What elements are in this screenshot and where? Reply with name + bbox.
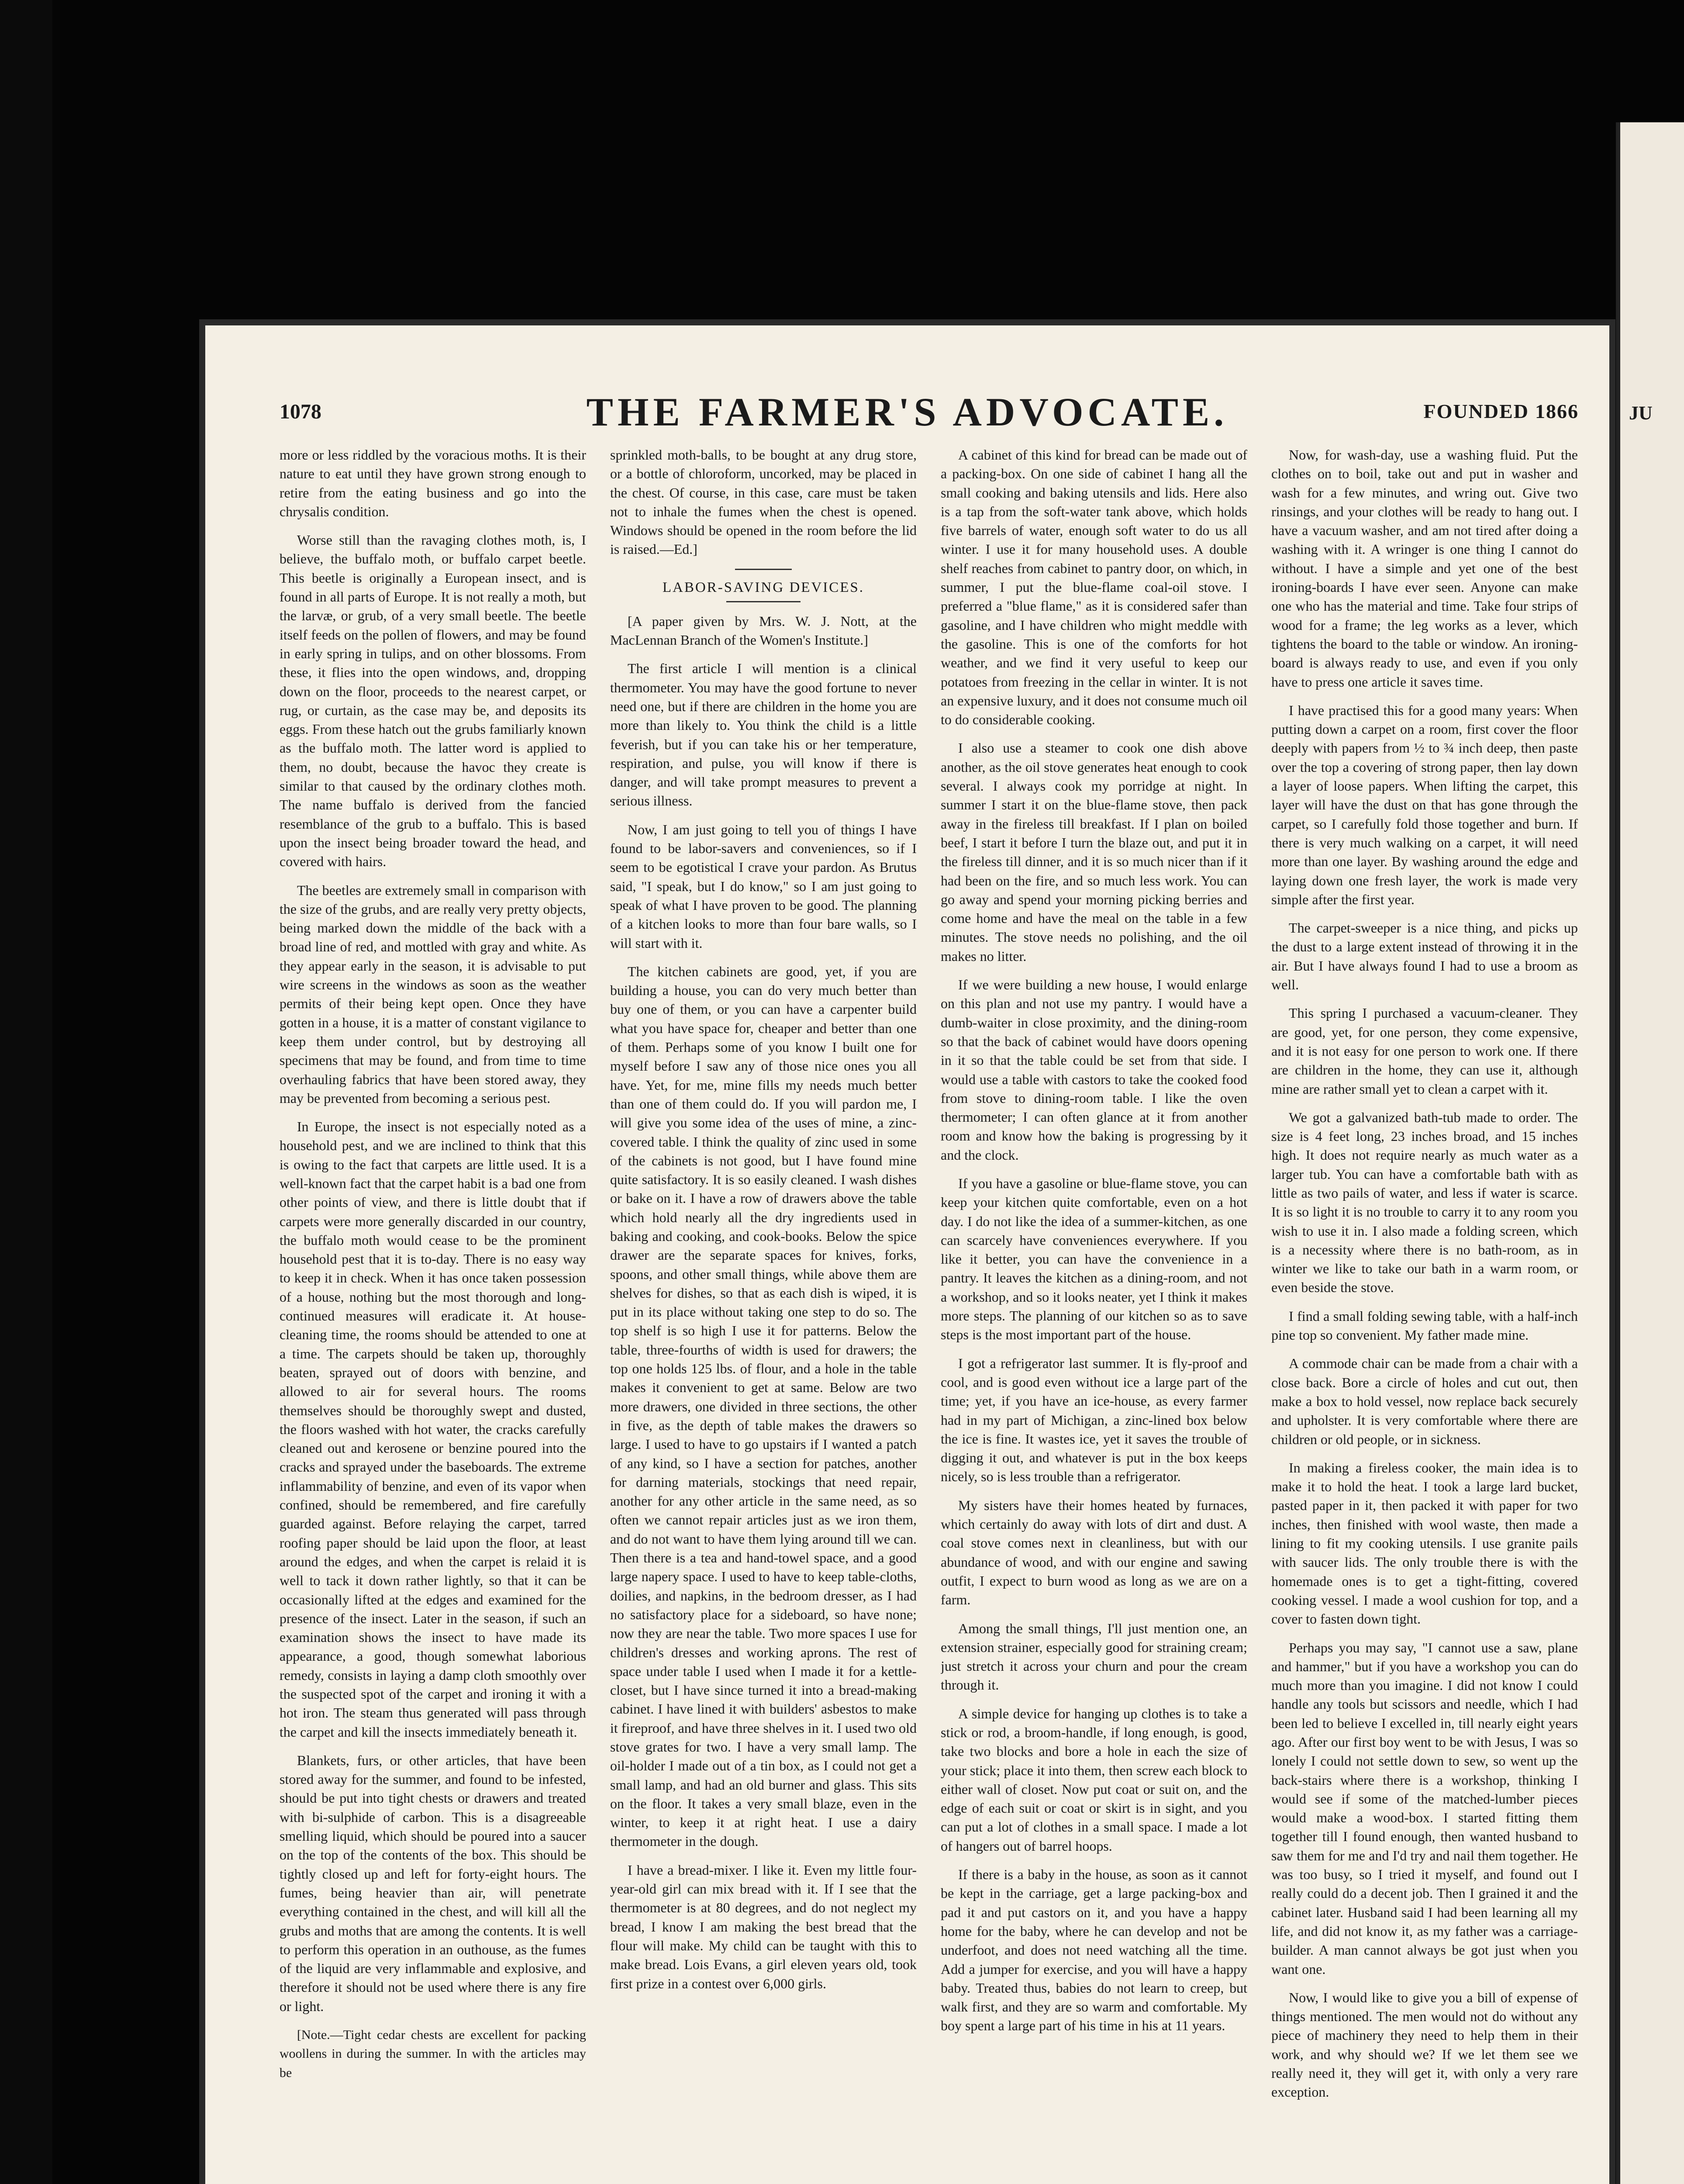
section-divider [735,569,792,570]
paragraph: This spring I purchased a vacuum-cleaner. They are good, yet, for one person, they come expensive, and it is not easy for one person to work one. If there are children in the home, they can use it, although mine are rather small yet to clean a carpet with it. [1271,1005,1578,1097]
page-header [205,325,1609,448]
section-heading: LABOR-SAVING DEVICES. [662,579,865,595]
section-divider [726,601,801,602]
founded-year: 1866 [1535,400,1579,422]
paragraph: We got a galvanized bath-tub made to order. The size is 4 feet long, 23 inches broad, and 15 inches high. It does not require nearly as much water as a larger tub. You can have a comfortable bath with as little as two pails of water, and less if water is scarce. It is so light it is no trouble to carry it to any room you wish to use it in. I also made a folding screen, which is a necessity where there is no bath-room, as in winter we like to take our bath in a warm room, or even beside the stove. [1271,1109,1578,1296]
paragraph: The carpet-sweeper is a nice thing, and picks up the dust to a large extent instead of throwing it in the air. But I have always found I had to use a broom as well. [1271,920,1578,993]
paragraph: If you have a gasoline or blue-flame stove, you can keep your kitchen quite comfortable, even on a hot day. I do not like the idea of a summer-kitchen, as one can scarcely have conveniences everywhere. If you like it better, you can have the convenience in a pantry. It leaves the kitchen as a dining-room, and not a workshop, and so it looks neater, yet I think it makes more steps. The planning of our kitchen so as to save steps is the most important part of the house. [941,1175,1247,1343]
paragraph: Now, for wash-day, use a washing fluid. Put the clothes on to boil, take out and put in washer and wash for a few minutes, and wring out. Give two rinsings, and your clothes will be ready to hang out. I have a vacuum washer, and am not tired after doing a washing with it. A wringer is one thing I cannot do without. I have a simple and yet one of the best ironing-boards I have ever seen. Anyone can make one who has the material and time. Take four strips of wood for a frame; the leg works as a lever, which tightens the board to the table or window. An ironing-board is always ready to use, and even if you only have to press one article it saves time. [1271,447,1578,690]
scan-border [0,0,52,2184]
paragraph: My sisters have their homes heated by furnaces, which certainly do away with lots of dirt and dust. A coal stove comes next in cleanliness, but with our abundance of wood, and with our engine and sawing outfit, I expect to burn wood as long as we are on a farm. [941,1497,1247,1608]
paragraph: Among the small things, I'll just mention one, an extension strainer, especially good for straining cream; just stretch it across your churn and pour the cream through it. [941,1620,1247,1693]
column-1 [280,446,586,2184]
masthead-title: THE FARMER'S ADVOCATE. [586,390,1228,434]
paragraph: Now, I would like to give you a bill of expense of things mentioned. The men would not do without any piece of machinery they need to help them in their work, and why should we? If we let them see we really need it, they will get it, with only a very rare exception. [1271,1989,1578,2100]
paragraph: In making a fireless cooker, the main idea is to make it to hold the heat. I took a large lard bucket, pasted paper in it, then packed it with paper for two inches, then finished with wool waste, then made a lining to fit my cooking utensils. I use granite pails with saucer lids. The only trouble there is with the homemade ones is to get a tight-fitting, covered cooking vessel. I made a wool cushion for top, and a cover to fasten down tight. [1271,1459,1578,1627]
column-2 [610,446,917,2184]
paragraph: A commode chair can be made from a chair with a close back. Bore a circle of holes and cut out, then make a box to hold vessel, now replace back securely and upholster. It is very comfortable where there are children or old people, or in sickness. [1271,1355,1578,1447]
paragraph: I find a small folding sewing table, with a half-inch pine top so convenient. My father made mine. [1271,1308,1578,1343]
paragraph: The beetles are extremely small in comparison with the size of the grubs, and are really very pretty objects, being marked down the middle of the back with a broad line of red, and mottled with gray and white. As they appear early in the season, it is advisable to put wire screens in the windows as soon as the weather permits of their being kept open. Once they have gotten in a house, it is a matter of constant vigilance to keep them under control, but by destroying all specimens that may be found, and from time to time overhauling fabrics that have been stored away, they may be prevented from becoming a serious pest. [280,882,586,1106]
paragraph: If we were building a new house, I would enlarge on this plan and not use my pantry. I would have a dumb-waiter in close proximity, and the dining-room so that the back of cabinet would have doors opening in it so that the table could be set from that side. I would use a table with castors to take the cooked food from stove to dining-room table. I like the oven thermometer; I can often glance at it from another room and know how the baking is progressing by it and the clock. [941,977,1247,1163]
column-4 [1271,446,1578,2184]
paragraph: Blankets, furs, or other articles, that have been stored away for the summer, and found to be infested, should be put into tight chests or drawers and treated with bi-sulphide of carbon. This is a disagreeable smelling liquid, which should be poured into a saucer on the top of the contents of the box. This should be tightly closed up and left for forty-eight hours. The fumes, being heavier than air, will penetrate everything contained in the chest, and will kill all the grubs and moths that are among the contents. It is well to perform this operation in an outhouse, as the fumes of the liquid are very inflammable and explosive, and therefore it should not be used where there is any fire or light. [280,1752,586,2014]
paragraph: Perhaps you may say, "I cannot use a saw, plane and hammer," but if you have a workshop you can do much more than you imagine. I did not know I could handle any tools but scissors and needle, which I had been led to believe I excelled in, till nearly eight years ago. After our first boy went to be with Jesus, I was so lonely I could not settle down to sew, so went up the back-stairs where there is a workshop, thinking I would see if some of the matched-lumber pieces would make a wood-box. I started fitting them together till I found enough, then wanted husband to saw them for me and I'd try and nail them together. He was too busy, so I tried it myself, and found out I really could do a decent job. Then I grained it and the cabinet later. Husband said I had been learning all my life, and did not know it, as my father was a carriage-builder. A man cannot always be got just when you want one. [1271,1639,1578,1977]
founded-line [1424,400,1579,423]
paragraph: Worse still than the ravaging clothes moth, is, I believe, the buffalo moth, or buffalo carpet beetle. This beetle is originally a European insect, and is found in all parts of Europe. It is not really a moth, but the larvæ, or grub, of a very small beetle. The beetle itself feeds on the pollen of flowers, and may be found in early spring in tulips, and on other blossoms. From these, it flies into the open windows, and, dropping down on the floor, proceeds to the nearest carpet, or rug, or curtain, as the case may be, and deposits its eggs. From these hatch out the grubs familiarly known as the buffalo moth. The latter word is applied to them, no doubt, because the havoc they create is similar to that caused by the ordinary clothes moth. The name buffalo is derived from the fancied resemblance of the grub to a buffalo. This is based upon the insect being broader toward the head, and covered with hairs. [280,532,586,870]
paragraph: I got a refrigerator last summer. It is fly-proof and cool, and is good even without ice a large part of the time; yet, if you have an ice-house, as every farmer had in my part of Michigan, a zinc-lined box below the ice is fine. It wastes ice, yet it saves the trouble of digging it out, and whatever is put in the box keeps nicely, so is less trouble than a refrigerator. [941,1355,1247,1485]
article-columns [280,446,1579,2184]
paragraph: A cabinet of this kind for bread can be made out of a packing-box. On one side of cabinet I hang all the small cooking and baking utensils and lids. Here also is a tap from the soft-water tank above, which holds five barrels of water, enough soft water to do us all winter. I use it for many household uses. A double shelf reaches from cabinet to pantry door, on which, in summer, I put the blue-flame coal-oil stove. I preferred a "blue flame," as it is considered safer than gasoline, and I have children who might meddle with the gasoline. This is one of the comforts for hot weather, and we find it very useful to keep our potatoes from freezing in the cellar in winter. It is not an expensive luxury, and it does not consume much oil to do considerable cooking. [941,447,1247,728]
paragraph: more or less riddled by the voracious moths. It is their nature to eat until they have grown strong enough to retire from the eating business and go into the chrysalis condition. [280,447,586,519]
adjacent-page-fragment: JU [1629,402,1653,424]
paragraph: A simple device for hanging up clothes is to take a stick or rod, a broom-handle, if long enough, is good, take two blocks and bore a hole in each the size of your stick; place it into them, then screw each block to either wall of closet. Now put coat or suit on, and the edge of each suit or coat or skirt is in sight, and you can put a lot of clothes in a small space. I made a lot of hangers out of barrel hoops. [941,1705,1247,1854]
paragraph: I have a bread-mixer. I like it. Even my little four-year-old girl can mix bread with it. If I see that the thermometer is at 80 degrees, and do not neglect my bread, I know I am making the best bread that the flour will make. My child can be taught with this to make bread. Lois Evans, a girl eleven years old, took first prize in a contest over 6,000 girls. [610,1862,917,1991]
paragraph: I also use a steamer to cook one dish above another, as the oil stove generates heat enough to cook several. I always cook my porridge at night. In summer I start it on the blue-flame stove, then pack away in the fireless till breakfast. If I plan on boiled beef, I start it before I turn the blaze out, and put it in the fireless till dinner, and it is so much nicer than if it had been on the fire, and so much less work. You can go away and spend your morning picking berries and come home and have the meal on the table in a few minutes. The stove needs no polishing, and the oil makes no litter. [941,740,1247,964]
paragraph: I have practised this for a good many years: When putting down a carpet on a room, first cover the floor deeply with papers from ½ to ¾ inch deep, then paste over the top a covering of strong paper, then lay down a layer of loose papers. When lifting the carpet, this layer will have the dust on that has gone through the carpet, so I carefully fold those together and burn. If there is very much walking on a carpet, it will need more than one layer. By washing around the edge and laying down one fresh layer, the work is made very simple after the first year. [1271,702,1578,907]
adjacent-page-edge [1616,122,1684,2184]
paragraph: Now, I am just going to tell you of things I have found to be labor-savers and conveniences, so if I seem to be egotistical I crave your pardon. As Brutus said, "I speak, but I do know," so I am just going to speak of what I have proven to be good. The planning of a kitchen looks to more than four bare walls, so I will start with it. [610,821,917,951]
newspaper-page [205,325,1609,2184]
paragraph: If there is a baby in the house, as soon as it cannot be kept in the carriage, get a large packing-box and pad it and put castors on it, and you have a happy home for the baby, where he can develop and not be underfoot, and does not need watching all the time. Add a jumper for exercise, and you will have a happy baby. Treated thus, babies do not learn to creep, but walk first, and they are so warm and comfortable. My boy spent a large part of his time in his at 11 years. [941,1866,1247,2034]
founded-label: FOUNDED [1423,400,1529,422]
byline-note: [A paper given by Mrs. W. J. Nott, at the MacLennan Branch of the Women's Institute.] [610,613,917,648]
editor-note: [Note.—Tight cedar chests are excellent for packing woollens in during the summer. In with the articles may be [280,2028,586,2080]
paragraph: The first article I will mention is a clinical thermometer. You may have the good fortune to never need one, but if there are children in the home you are more than likely to. You think the child is a little feverish, but if you can take his or her temperature, respiration, and pulse, you will know if there is danger, and will take prompt measures to prevent a serious illness. [610,660,917,809]
paragraph: The kitchen cabinets are good, yet, if you are building a house, you can do very much better than buy one of them, or you can have a carpenter build what you have space for, cheaper and better than one of them. Perhaps some of you know I built one for myself before I saw any of those nice ones you all have. Yet, for me, mine fills my needs much better than one of them could do. If you will pardon me, I will give you some idea of the uses of mine, a zinc-covered table. I think the quality of zinc used in some of the cabinets is not good, but I have found mine quite satisfactory. It is so easily cleaned. I wash dishes or bake on it. I have a row of drawers above the table which hold nearly all the dry ingredients used in baking and cooking, and cook-books. Below the spice drawer are the separate spaces for knives, forks, spoons, and other small things, while above them are shelves for dishes, so that as each dish is wiped, it is put in its place without taking one step to do so. The top shelf is so high I use it for patterns. Below the table, three-fourths of width is used for drawers; the top one holds 125 lbs. of flour, and a hole in the table makes it convenient to get at same. Below are two more drawers, one divided in three sections, the other in five, as the depth of table makes the drawers so large. I used to have to go upstairs if I wanted a patch of any kind, so I have a section for patches, another for darning materials, stockings that need repair, another for any other article in the same need, as so often we cannot repair articles just as we iron them, and do not want to have them lying around till we can. Then there is a tea and hand-towel space, and a good large napery space. I used to have to keep table-cloths, doilies, and napkins, in the bedroom dresser, as I had no satisfactory place for a sideboard, so have none; now they are near the table. Two more spaces I use for children's dresses and working aprons. The rest of space under table I used when I made it for a kettle-closet, but I have since turned it into a bread-making cabinet. I have lined it with builders' asbestos to make it fireproof, and have three shelves in it. I used two old stove grates for two. I have a very small lamp. The oil-holder I made out of a tin box, as I could not get a small lamp, and had an old burner and glass. This sits on the floor. It takes a very small blaze, even in the winter, to keep it at right heat. I use a dairy thermometer in the dough. [610,963,917,1849]
column-3 [941,446,1247,2184]
paragraph: In Europe, the insect is not especially noted as a household pest, and we are inclined to think that this is owing to the fact that carpets are little used. It is a well-known fact that the carpet habit is a bad one from other points of view, and there is little doubt that if carpets were more generally discarded in our country, the buffalo moth would cease to be the prominent household pest that it is to-day. There is no easy way to keep it in check. When it has once taken possession of a house, nothing but the most thorough and long-continued measures will eradicate it. At house-cleaning time, the rooms should be attended to one at a time. The carpets should be taken up, thoroughly beaten, sprayed out of doors with benzine, and allowed to air for several hours. The rooms themselves should be thoroughly swept and dusted, the floors washed with hot water, the cracks carefully cleaned out and kerosene or benzine poured into the cracks and sprayed under the baseboards. The extreme inflammability of benzine, and even of its vapor when confined, should be remembered, and fire carefully guarded against. Before relaying the carpet, tarred roofing paper should be laid upon the floor, at least around the edges, and when the carpet is relaid it is well to tack it down rather lightly, so that it can be occasionally lifted at the edges and examined for the presence of the insect. Later in the season, if such an examination shows the insect to have made its appearance, a good, though somewhat laborious remedy, consists in laying a damp cloth smoothly over the suspected spot of the carpet and ironing it with a hot iron. The steam thus generated will pass through the carpet and kill the insects immediately beneath it. [280,1119,586,1740]
page-number: 1078 [280,400,321,423]
paragraph: sprinkled moth-balls, to be bought at any drug store, or a bottle of chloroform, uncorked, may be placed in the chest. Of course, in this case, care must be taken not to inhale the fumes when the chest is opened. Windows should be opened in the room before the lid is raised.—Ed.] [610,447,917,557]
